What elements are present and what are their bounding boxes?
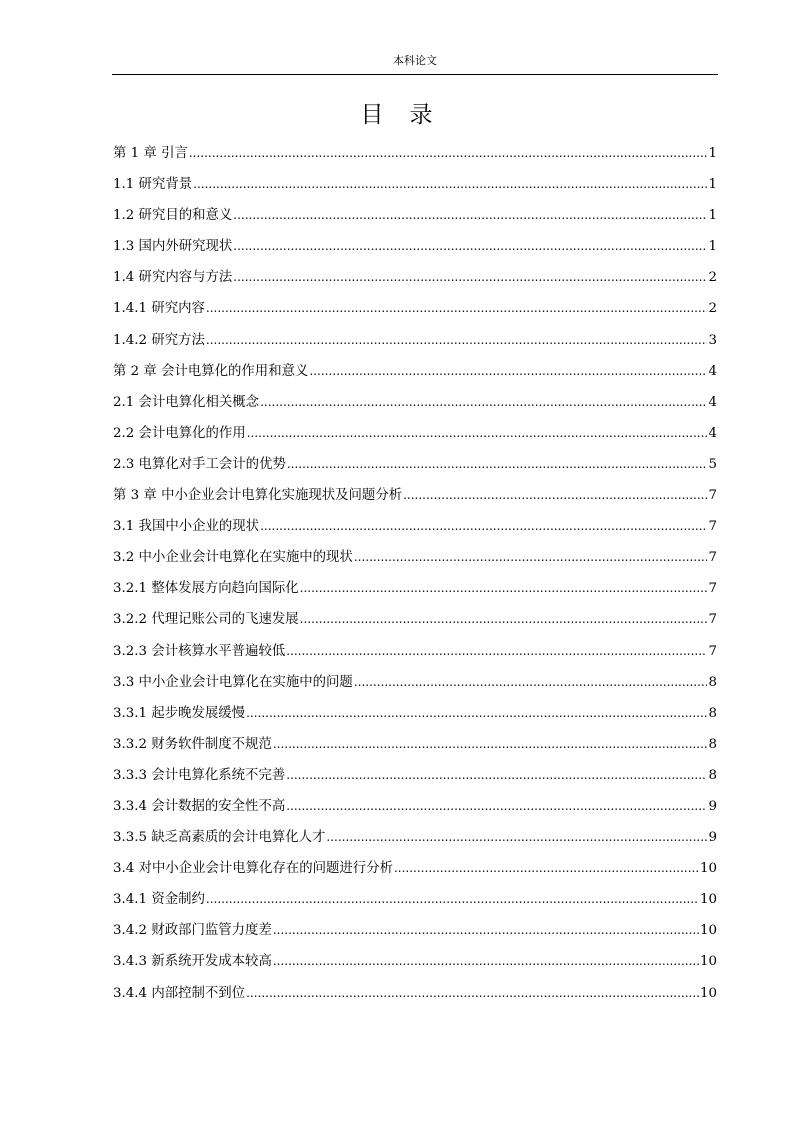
toc-entry[interactable] — [113, 574, 717, 605]
toc-entry-page-number: 2 — [708, 270, 717, 286]
toc-entry-label: 1.3 国内外研究现状 — [113, 239, 233, 255]
toc-entry[interactable] — [113, 730, 717, 761]
toc-entry-label: 1.4 研究内容与方法 — [113, 270, 233, 286]
toc-dot-leader — [247, 419, 708, 448]
toc-dot-leader — [354, 543, 708, 572]
toc-entry[interactable] — [113, 947, 717, 978]
toc-entry-label: 2.2 会计电算化的作用 — [113, 425, 246, 441]
toc-entry-page-number: 10 — [699, 923, 717, 939]
toc-entry[interactable] — [113, 232, 717, 263]
toc-entry[interactable] — [113, 979, 717, 1010]
toc-entry[interactable] — [113, 916, 717, 947]
toc-entry-page-number: 8 — [708, 705, 717, 721]
toc-dot-leader — [206, 326, 708, 355]
toc-entry[interactable] — [113, 668, 717, 699]
toc-entry[interactable] — [113, 699, 717, 730]
toc-entry-page-number: 9 — [708, 830, 717, 846]
toc-dot-leader — [287, 450, 708, 479]
toc-dot-leader — [206, 294, 708, 323]
toc-dot-leader — [309, 357, 707, 386]
toc-dot-leader — [233, 201, 707, 230]
toc-entry[interactable] — [113, 512, 717, 543]
toc-dot-leader — [403, 481, 707, 510]
toc-entry[interactable] — [113, 294, 717, 325]
toc-entry-label: 3.2 中小企业会计电算化在实施中的现状 — [113, 550, 353, 566]
toc-entry[interactable] — [113, 792, 717, 823]
toc-entry-page-number: 1 — [708, 208, 717, 224]
toc-entry-label: 3.3 中小企业会计电算化在实施中的问题 — [113, 674, 353, 690]
toc-entry-page-number: 7 — [708, 519, 717, 535]
toc-dot-leader — [246, 979, 699, 1008]
toc-entry-page-number: 7 — [708, 643, 717, 659]
toc-entry[interactable] — [113, 823, 717, 854]
toc-entry-label: 2.3 电算化对手工会计的优势 — [113, 456, 286, 472]
toc-entry-label: 1.1 研究背景 — [113, 177, 193, 193]
toc-dot-leader — [246, 699, 707, 728]
toc-entry-label: 第 2 章 会计电算化的作用和意义 — [113, 363, 309, 379]
toc-entry[interactable] — [113, 885, 717, 916]
toc-dot-leader — [354, 668, 708, 697]
toc-dot-leader — [326, 823, 707, 852]
toc-entry-label: 3.2.3 会计核算水平普遍较低 — [113, 643, 286, 659]
toc-entry[interactable] — [113, 419, 717, 450]
toc-entry-page-number: 8 — [708, 674, 717, 690]
toc-dot-leader — [394, 854, 699, 883]
toc-title-right: 录 — [409, 102, 433, 128]
toc-dot-leader — [300, 574, 708, 603]
toc-entry-label: 3.3.3 会计电算化系统不完善 — [113, 767, 286, 783]
toc-dot-leader — [233, 232, 707, 261]
toc-entry[interactable] — [113, 263, 717, 294]
toc-entry[interactable] — [113, 388, 717, 419]
toc-entry[interactable] — [113, 605, 717, 636]
toc-entry[interactable] — [113, 481, 717, 512]
toc-entry-label: 第 3 章 中小企业会计电算化实施现状及问题分析 — [113, 488, 403, 504]
header-title: 本科论文 — [393, 54, 437, 67]
toc-entry-label: 3.4.1 资金制约 — [113, 892, 205, 908]
toc-entry-label: 3.4.4 内部控制不到位 — [113, 985, 246, 1001]
toc-entry-page-number: 7 — [708, 581, 717, 597]
toc-entry[interactable] — [113, 139, 717, 170]
toc-entry-label: 1.4.2 研究方法 — [113, 332, 205, 348]
toc-entry-page-number: 10 — [699, 861, 717, 877]
toc-entry-label: 3.3.1 起步晚发展缓慢 — [113, 705, 246, 721]
toc-entry-page-number: 4 — [708, 394, 717, 410]
toc-entry-label: 3.3.4 会计数据的安全性不高 — [113, 798, 286, 814]
toc-entry-label: 3.1 我国中小企业的现状 — [113, 519, 260, 535]
toc-entry-page-number: 1 — [708, 146, 717, 161]
toc-entry-label: 3.4.3 新系统开发成本较高 — [113, 954, 272, 970]
toc-entry-page-number: 1 — [708, 177, 717, 193]
toc-entry-page-number: 1 — [708, 239, 717, 255]
toc-entry[interactable] — [113, 170, 717, 201]
toc-dot-leader — [206, 885, 699, 914]
toc-dot-leader — [286, 637, 707, 666]
toc-entry-page-number: 5 — [708, 456, 717, 472]
toc-entry[interactable] — [113, 201, 717, 232]
toc-entry-page-number: 8 — [708, 736, 717, 752]
toc-list — [113, 139, 717, 1010]
toc-dot-leader — [273, 730, 708, 759]
toc-entry-label: 2.1 会计电算化相关概念 — [113, 394, 260, 410]
toc-dot-leader — [233, 263, 707, 292]
page-header — [112, 54, 718, 75]
toc-dot-leader — [260, 388, 707, 417]
toc-entry-label: 3.4.2 财政部门监管力度差 — [113, 923, 272, 939]
toc-dot-leader — [286, 792, 707, 821]
toc-entry-page-number: 7 — [708, 612, 717, 628]
toc-entry[interactable] — [113, 854, 717, 885]
toc-entry-label: 3.2.1 整体发展方向趋向国际化 — [113, 581, 299, 597]
toc-dot-leader — [193, 170, 707, 199]
toc-entry-label: 3.3.2 财务软件制度不规范 — [113, 736, 272, 752]
toc-entry-page-number: 10 — [699, 985, 717, 1001]
toc-dot-leader — [300, 605, 708, 634]
toc-entry-label: 3.2.2 代理记账公司的飞速发展 — [113, 612, 299, 628]
toc-entry-label: 3.3.5 缺乏高素质的会计电算化人才 — [113, 830, 326, 846]
toc-entry-label: 第 1 章 引言 — [113, 146, 188, 161]
toc-title-left: 目 — [360, 102, 384, 128]
toc-entry-page-number: 7 — [708, 550, 717, 566]
toc-entry[interactable] — [113, 450, 717, 481]
toc-entry[interactable] — [113, 761, 717, 792]
toc-entry[interactable] — [113, 357, 717, 388]
toc-dot-leader — [189, 139, 708, 168]
toc-dot-leader — [273, 916, 699, 945]
toc-entry-page-number: 2 — [708, 301, 717, 317]
toc-dot-leader — [286, 761, 707, 790]
toc-entry-label: 1.4.1 研究内容 — [113, 301, 205, 317]
toc-entry-label: 3.4 对中小企业会计电算化存在的问题进行分析 — [113, 861, 393, 877]
toc-entry-page-number: 7 — [708, 488, 717, 504]
toc-entry-page-number: 9 — [708, 798, 717, 814]
toc-entry[interactable] — [113, 543, 717, 574]
toc-dot-leader — [273, 947, 699, 976]
toc-dot-leader — [260, 512, 707, 541]
toc-entry-label: 1.2 研究目的和意义 — [113, 208, 233, 224]
toc-entry-page-number: 8 — [708, 767, 717, 783]
toc-entry-page-number: 10 — [699, 892, 717, 908]
toc-entry-page-number: 3 — [708, 332, 717, 348]
toc-entry-page-number: 4 — [708, 363, 717, 379]
toc-entry-page-number: 4 — [708, 425, 717, 441]
toc-entry[interactable] — [113, 326, 717, 357]
toc-entry[interactable] — [113, 637, 717, 668]
toc-entry-page-number: 10 — [699, 954, 717, 970]
toc-title — [0, 100, 793, 130]
